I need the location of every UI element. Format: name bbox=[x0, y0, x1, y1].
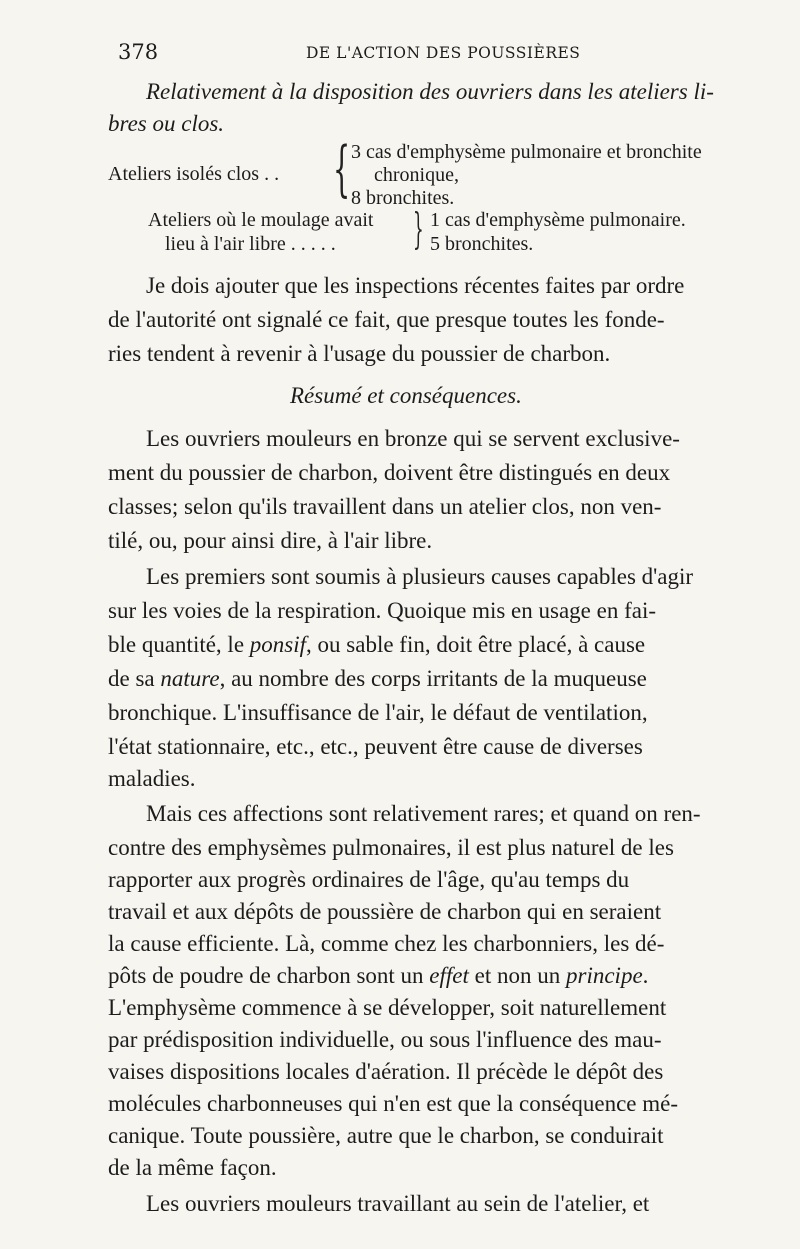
table-item: 8 bronchites. bbox=[351, 187, 455, 209]
table-row-label: Ateliers isolés clos . . bbox=[108, 163, 280, 185]
table-item: 5 bronchites. bbox=[430, 233, 534, 255]
intro-line: bres ou clos. bbox=[108, 111, 225, 136]
paragraph-line: rapporter aux progrès ordinaires de l'âge, qu'au temps du bbox=[108, 867, 630, 892]
page-header bbox=[118, 40, 758, 70]
running-title: DE L'ACTION DES POUSSIÈRES bbox=[306, 44, 581, 62]
emphasis: ponsif bbox=[249, 632, 307, 657]
paragraph-line: maladies. bbox=[108, 766, 196, 791]
paragraph-line: l'état stationnaire, etc., etc., peuvent être cause de diverses bbox=[108, 734, 643, 759]
paragraph-line: contre des emphysèmes pulmonaires, il est plus naturel de les bbox=[108, 835, 674, 860]
emphasis: nature bbox=[160, 666, 220, 691]
paragraph-line: classes; selon qu'ils travaillent dans un atelier clos, non ven- bbox=[108, 494, 662, 519]
paragraph-line: ries tendent à revenir à l'usage du poussier de charbon. bbox=[108, 341, 611, 366]
paragraph-line: Les ouvriers mouleurs travaillant au sein de l'atelier, et bbox=[146, 1191, 650, 1216]
paragraph-line: Je dois ajouter que les inspections récentes faites par ordre bbox=[146, 273, 685, 298]
table-row-label: Ateliers où le moulage avait bbox=[148, 209, 374, 231]
paragraph-line: la cause efficiente. Là, comme chez les charbonniers, les dé- bbox=[108, 931, 665, 956]
page-number: 378 bbox=[118, 40, 159, 64]
paragraph-line: ment du poussier de charbon, doivent être distingués en deux bbox=[108, 460, 671, 485]
brace-icon: { bbox=[333, 134, 351, 204]
emphasis: effet bbox=[429, 963, 469, 988]
paragraph-line: Mais ces affections sont relativement rares; et quand on ren- bbox=[146, 801, 701, 826]
paragraph-line: de l'autorité ont signalé ce fait, que presque toutes les fonde- bbox=[108, 307, 665, 332]
paragraph-line: L'emphysème commence à se développer, soit naturellement bbox=[108, 995, 667, 1020]
paragraph-line: bronchique. L'insuffisance de l'air, le défaut de ventilation, bbox=[108, 700, 648, 725]
paragraph-line: vaises dispositions locales d'aération. Il précède le dépôt des bbox=[108, 1059, 664, 1084]
emphasis: principe bbox=[566, 963, 643, 988]
paragraph-line: par prédisposition individuelle, ou sous l'influence des mau- bbox=[108, 1027, 662, 1052]
paragraph-line: pôts de poudre de charbon sont un effet et non un principe. bbox=[108, 963, 649, 988]
paragraph-line: canique. Toute poussière, autre que le charbon, se conduirait bbox=[108, 1123, 664, 1148]
table-item: chronique, bbox=[374, 164, 459, 186]
intro-line: Relativement à la disposition des ouvriers dans les ateliers li- bbox=[146, 79, 714, 104]
paragraph-line: de sa nature, au nombre des corps irritants de la muqueuse bbox=[108, 666, 647, 691]
brace-icon: } bbox=[413, 204, 424, 253]
paragraph-line: tilé, ou, pour ainsi dire, à l'air libre. bbox=[108, 528, 433, 553]
paragraph-line: molécules charbonneuses qui n'en est que la conséquence mé- bbox=[108, 1091, 678, 1116]
section-heading: Résumé et conséquences. bbox=[290, 383, 522, 408]
paragraph-line: Les ouvriers mouleurs en bronze qui se servent exclusive- bbox=[146, 426, 680, 451]
paragraph-line: travail et aux dépôts de poussière de charbon qui en seraient bbox=[108, 899, 662, 924]
table-item: 3 cas d'emphysème pulmonaire et bronchite bbox=[351, 141, 702, 163]
paragraph-line: Les premiers sont soumis à plusieurs causes capables d'agir bbox=[146, 564, 694, 589]
paragraph-line: sur les voies de la respiration. Quoique mis en usage en fai- bbox=[108, 598, 657, 623]
paragraph-line: de la même façon. bbox=[108, 1155, 277, 1180]
table-item: 1 cas d'emphysème pulmonaire. bbox=[430, 209, 686, 231]
paragraph-line: ble quantité, le ponsif, ou sable fin, doit être placé, à cause bbox=[108, 632, 646, 657]
table-row-label: lieu à l'air libre . . . . . bbox=[165, 233, 336, 255]
